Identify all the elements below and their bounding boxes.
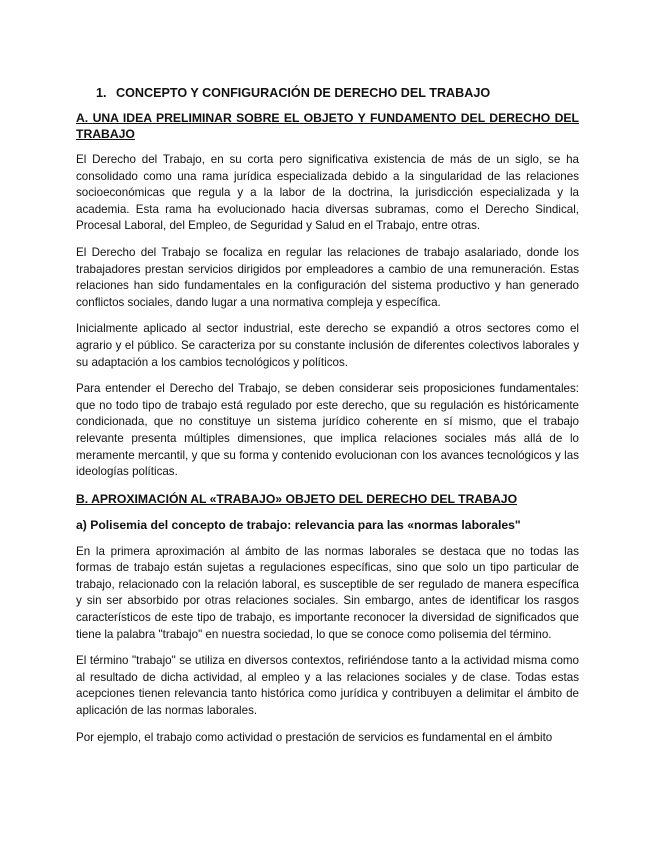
section-a-paragraph-1: El Derecho del Trabajo, en su corta pero significativa existencia de más de un siglo, se ha consolidado como una rama jurídica especializada debido a la singularidad de las relaciones socioeconómicas que regula y a la labor de la doctrina, la jurisdicción especializada y la academia. Esta rama ha evolucionado hacia diversas subramas, como el Derecho Sindical, Procesal Laboral, del Empleo, de Seguridad y Salud en el Trabajo, entre otras. [76, 153, 579, 233]
section-b-title: B. APROXIMACIÓN AL «TRABAJO» OBJETO DEL DERECHO DEL TRABAJO [76, 491, 518, 506]
section-a-paragraph-3: Inicialmente aplicado al sector industrial, este derecho se expandió a otros sectores como el agrario y el público. Se caracteriza por su constante inclusión de diferentes colectivos laborales y su adaptación a los cambios tecnológicos y políticos. [76, 322, 579, 369]
section-a-title: A. UNA IDEA PRELIMINAR SOBRE EL OBJETO Y FUNDAMENTO DEL DERECHO DEL TRABAJO [76, 111, 579, 141]
chapter-title: CONCEPTO Y CONFIGURACIÓN DE DERECHO DEL TRABAJO [116, 86, 491, 100]
section-a-paragraph-2: El Derecho del Trabajo se focaliza en regular las relaciones de trabajo asalariado, donde los trabajadores prestan servicios dirigidos por empleadores a cambio de una remuneración. Estas relaciones han sido fundamentales en la configuración del sistema productivo y han generado conflictos sociales, dando lugar a una normativa compleja y específica. [76, 245, 579, 309]
chapter-number: 1. [96, 86, 107, 100]
chapter-heading [96, 86, 579, 100]
subsection-a-paragraph-2: El término "trabajo" se utiliza en diversos contextos, refiriéndose tanto a la actividad misma como al resultado de dicha actividad, al empleo y a las relaciones sociales y de clase. Todas estas acepciones tienen relevancia tanto histórica como jurídica y contribuyen a delimitar el ámbito de aplicación de las normas laborales. [76, 654, 579, 718]
section-a-paragraph-4: Para entender el Derecho del Trabajo, se deben considerar seis proposiciones fundamentales: que no todo tipo de trabajo está regulado por este derecho, que su regulación es históricamente condicionada, que no constituye un sistema jurídico coherente en sí mismo, que el trabajo relevante presenta múltiples dimensiones, que implica relaciones sociales más allá de lo meramente mercantil, y que su forma y contenido evolucionan con los avances tecnológicos y las ideologías políticas. [76, 382, 579, 479]
subsection-a-paragraph-3: Por ejemplo, el trabajo como actividad o prestación de servicios es fundamental en el ámbito [76, 730, 553, 744]
subsection-a-paragraph-1: En la primera aproximación al ámbito de las normas laborales se destaca que no todas las formas de trabajo están sujetas a regulaciones específicas, sino que solo un tipo particular de trabajo, relacionado con la relación laboral, es susceptible de ser regulado de manera específica y sin ser absorbido por otras relaciones sociales. Sin embargo, antes de identificar los rasgos característicos de este tipo de trabajo, es importante reconocer la diversidad de significados que tiene la palabra "trabajo" en nuestra sociedad, lo que se conoce como polisemia del término. [76, 544, 579, 641]
subsection-a-title: a) Polisemia del concepto de trabajo: relevancia para las «normas laborales" [76, 517, 521, 532]
